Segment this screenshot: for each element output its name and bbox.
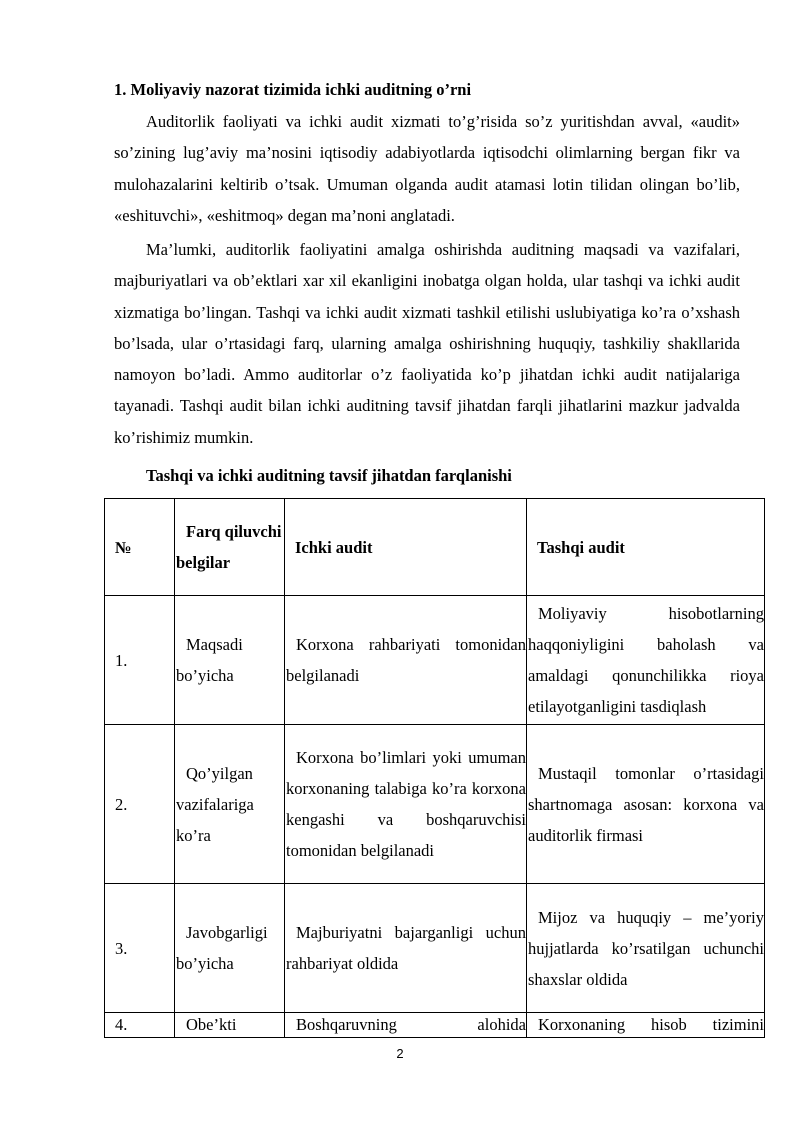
- header-criteria: Farq qiluvchi belgilar: [175, 499, 285, 596]
- row-number: 2.: [105, 725, 175, 884]
- table-row: [105, 596, 765, 725]
- row-criteria: Obe’kti: [175, 1013, 285, 1038]
- table-caption: Tashqi va ichki auditning tavsif jihatdan farqlanishi: [146, 466, 512, 485]
- row-external: Mijoz va huquqiy – me’yoriy hujjatlarda ko’rsatilgan uchunchi shaxslar oldida: [527, 884, 765, 1013]
- header-number: №: [105, 499, 175, 596]
- table-row: [105, 1013, 765, 1038]
- row-number: 1.: [105, 596, 175, 725]
- page-number: 2: [396, 1046, 404, 1061]
- table-row: [105, 725, 765, 884]
- paragraph-1: Auditorlik faoliyati va ichki audit xizmati to’g’risida so’z yuritishdan avval, «audit» so’zining lug’aviy ma’nosini iqtisodiy adabiyotlarda iqtisodchi olimlarning bergan fikr va mulohazalarini keltirib o’tsak. Umuman olganda audit atamasi lotin tilidan olingan bo’lib, «eshituvchi», «eshitmoq» degan ma’noni anglatadi.: [114, 112, 740, 225]
- row-internal: Korxona rahbariyati tomonidan belgilanadi: [285, 596, 527, 725]
- row-internal: Majburiyatni bajarganligi uchun rahbariyat oldida: [285, 884, 527, 1013]
- row-external: Mustaqil tomonlar o’rtasidagi shartnomaga asosan: korxona va auditorlik firmasi: [527, 725, 765, 884]
- row-number: 3.: [105, 884, 175, 1013]
- row-criteria: Maqsadi bo’yicha: [175, 596, 285, 725]
- table-row: [105, 884, 765, 1013]
- header-internal-audit: Ichki audit: [285, 499, 527, 596]
- row-internal: Boshqaruvning alohida: [285, 1013, 527, 1038]
- section-heading: 1. Moliyaviy nazorat tizimida ichki auditning o’rni: [114, 80, 472, 99]
- row-external: Korxonaning hisob tizimini: [527, 1013, 765, 1038]
- header-external-audit: Tashqi audit: [527, 499, 765, 596]
- paragraph-2: Ma’lumki, auditorlik faoliyatini amalga oshirishda auditning maqsadi va vazifalari, majburiyatlari va ob’ektlari xar xil ekanligini inobatga olgan holda, ular tashqi va ichki audit xizmatiga bo’lingan. Tashqi va ichki audit xizmati tashkil etilishi uslubiyatiga ko’ra o’xshash bo’lsada, ular o’rtasidagi farq, ularning amalga oshirishning huquqiy, tashkiliy shakllarida namoyon bo’ladi. Ammo auditorlar o’z faoliyatida ko’p jihatdan ichki audit natijalariga tayanadi. Tashqi audit bilan ichki auditning tavsif jihatdan farqli jihatlarini mazkur jadvalda ko’rishimiz mumkin.: [114, 240, 740, 447]
- row-number: 4.: [105, 1013, 175, 1038]
- row-criteria: Qo’yilgan vazifalariga ko’ra: [175, 725, 285, 884]
- row-criteria: Javobgarligi bo’yicha: [175, 884, 285, 1013]
- table-header-row: [105, 499, 765, 596]
- comparison-table: [104, 498, 765, 1038]
- row-external: Moliyaviy hisobotlarning haqqoniyligini baholash va amaldagi qonunchilikka rioya etilayotganligini tasdiqlash: [527, 596, 765, 725]
- row-internal: Korxona bo’limlari yoki umuman korxonaning talabiga ko’ra korxona kengashi va boshqaruvchisi tomonidan belgilanadi: [285, 725, 527, 884]
